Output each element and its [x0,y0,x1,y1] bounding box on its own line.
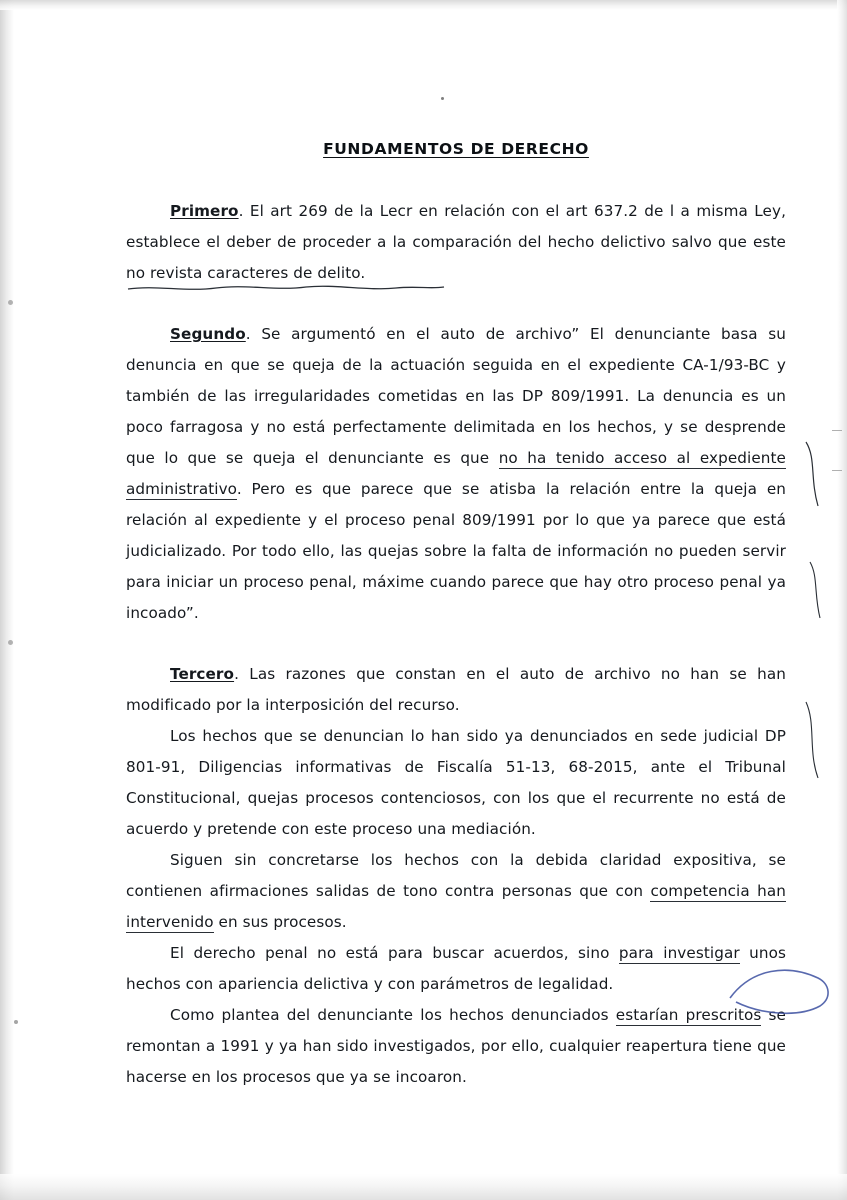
paragraph-1: Los hechos que se denuncian lo han sido ya denunciados en sede judicial DP 801-91, Diligencias informativas de Fiscalía 51-13, 68-2015, ante el Tribunal Constitucional, quejas procesos contenciosos, con los que el recurrente no está de acuerdo y pretende con este proceso una mediación. [126,727,786,838]
scan-speck [14,1020,18,1024]
page-title: FUNDAMENTOS DE DERECHO [323,140,589,158]
scan-edge-bottom [0,1174,847,1200]
scan-edge-left [0,0,14,1200]
handwritten-blue-mark [726,958,836,1018]
section-lead-primero: Primero [170,202,239,220]
paragraph-2: Siguen sin concretarse los hechos con la debida claridad expositiva, se contienen afirmaciones salidas de tono contra personas que con competencia han intervenido en sus procesos. [126,851,787,931]
paragraph-3: El derecho penal no está para buscar acuerdos, sino para investigar unos hechos con apariencia delictiva y con parámetros de legalidad. [126,944,786,993]
handwritten-margin-mark [798,700,832,780]
section-primero [126,196,786,289]
paragraph-4: Como plantea del denunciante los hechos denunciados estarían prescritos se remontan a 1991 y ya han sido investigados, por ello, cualquier reapertura tiene que hacerse en los procesos que ya se incoaron. [126,1006,786,1086]
margin-tick [832,430,842,431]
section-tercero [126,659,786,721]
handwritten-underline: estarían prescritos [615,1006,762,1024]
handwritten-underline-squiggle [126,283,446,293]
section-segundo [126,319,786,629]
section-lead-segundo: Segundo [170,325,246,343]
section-text-segundo: . Se argumentó en el auto de archivo” El denunciante basa su denuncia en que se queja de la actuación seguida en el expediente CA-1/93-BC y también de las irregularidades cometidas en las DP 809/1991. La denuncia es un poco farragosa y no está perfectamente delimitada en los hechos, y se desprende que lo que se queja el denunciante es que no ha tenido acceso al expediente administrativo. Pero es que parece que se atisba la relación entre la queja en relación al expediente y el proceso penal 809/1991 por lo que ya parece que está judicializado. Por todo ello, las quejas sobre la falta de información no pueden servir para iniciar un proceso penal, máxime cuando parece que hay otro proceso penal ya incoado”. [126,325,786,622]
scan-edge-top [0,0,847,10]
section-lead-tercero: Tercero [170,665,235,683]
handwritten-underline: competencia han intervenido [126,882,787,931]
punch-hole-mark [8,640,13,645]
handwritten-margin-mark [800,440,834,510]
section-text-primero: . El art 269 de la Lecr en relación con el art 637.2 de l a misma Ley, establece el deber de proceder a la comparación del hecho delictivo salvo que este no revista caracteres de delito. [126,202,786,282]
handwritten-underline: no ha tenido acceso al expediente administrativo [126,449,786,498]
section-text-tercero: . Las razones que constan en el auto de archivo no han se han modificado por la interposición del recurso. [126,665,786,714]
scan-edge-right [837,0,847,1200]
handwritten-underline: para investigar [618,944,740,962]
punch-hole-mark [8,300,13,305]
scan-speck [441,97,444,100]
handwritten-margin-mark [806,560,836,620]
